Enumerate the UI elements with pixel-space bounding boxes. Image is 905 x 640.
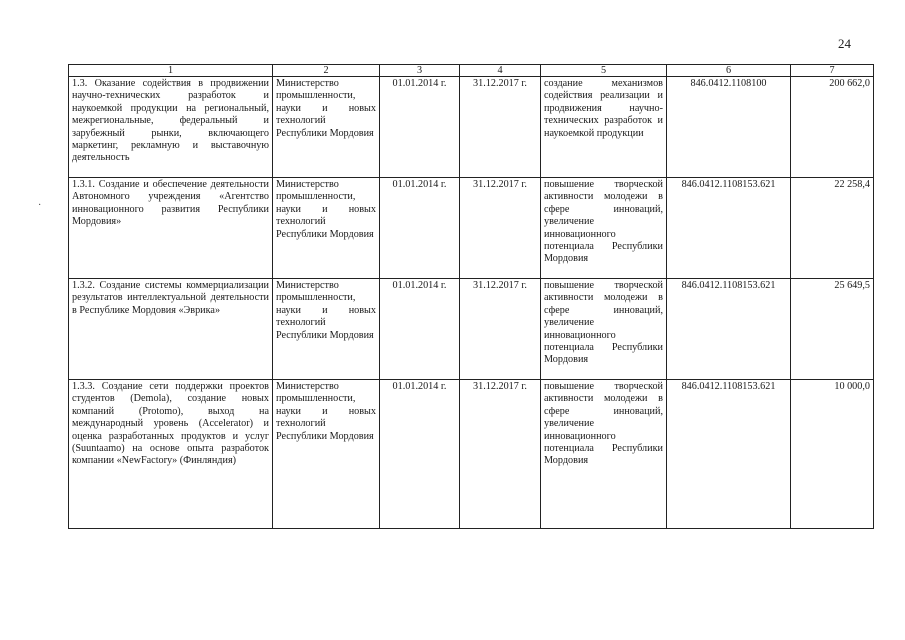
budget-code-cell: 846.0412.1108153.621 [667, 380, 791, 529]
amount-cell: 22 258,4 [791, 178, 874, 279]
measure-cell: 1.3.1. Создание и обеспечение деятельности Автономного учреждения «Агентство инновационного развития Республики Мордовия» [69, 178, 273, 279]
start-date-cell: 01.01.2014 г. [380, 380, 460, 529]
column-header-6: 6 [667, 65, 791, 77]
end-date-cell: 31.12.2017 г. [460, 279, 541, 380]
column-header-3: 3 [380, 65, 460, 77]
amount-cell: 25 649,5 [791, 279, 874, 380]
end-date-cell: 31.12.2017 г. [460, 178, 541, 279]
page-number: 24 [838, 36, 851, 51]
start-date-cell: 01.01.2014 г. [380, 77, 460, 178]
result-cell: повышение творческой активности молодежи в сфере инноваций, увеличение инновационного потенциала Республики Мордовия [541, 178, 667, 279]
column-header-4: 4 [460, 65, 541, 77]
scan-speck: · [38, 200, 42, 211]
measure-cell: 1.3.3. Создание сети поддержки проектов студентов (Demola), создание новых компаний (Protomo), выход на международный уровень (Accelerator) и оценка разработанных продуктов и услуг (Suuntaamo) на основе опыта разработок компании «NewFactory» (Финляндия) [69, 380, 273, 529]
budget-code-cell: 846.0412.1108153.621 [667, 279, 791, 380]
amount-cell: 200 662,0 [791, 77, 874, 178]
result-cell: повышение творческой активности молодежи в сфере инноваций, увеличение инновационного потенциала Республики Мордовия [541, 279, 667, 380]
budget-code-cell: 846.0412.1108100 [667, 77, 791, 178]
start-date-cell: 01.01.2014 г. [380, 279, 460, 380]
header-row [69, 65, 874, 77]
result-cell: повышение творческой активности молодежи в сфере инноваций, увеличение инновационного потенциала Республики Мордовия [541, 380, 667, 529]
executor-cell: Министерство промышленности, науки и новых технологий Республики Мордовия [273, 380, 380, 529]
table-row [69, 279, 874, 380]
measure-cell: 1.3.2. Создание системы коммерциализации результатов интеллектуальной деятельности в Республике Мордовия «Эврика» [69, 279, 273, 380]
table-row [69, 380, 874, 529]
column-header-5: 5 [541, 65, 667, 77]
measure-cell: 1.3. Оказание содействия в продвижении научно-технических разработок и наукоемкой продукции на региональный, межрегиональные, федеральный и зарубежный рынки, включающего маркетинг, рекламную и выставочную деятельность [69, 77, 273, 178]
table-row [69, 178, 874, 279]
end-date-cell: 31.12.2017 г. [460, 380, 541, 529]
budget-code-cell: 846.0412.1108153.621 [667, 178, 791, 279]
column-header-7: 7 [791, 65, 874, 77]
column-header-1: 1 [69, 65, 273, 77]
executor-cell: Министерство промышленности, науки и новых технологий Республики Мордовия [273, 178, 380, 279]
table-row [69, 77, 874, 178]
program-measures-table [68, 64, 874, 529]
column-header-2: 2 [273, 65, 380, 77]
executor-cell: Министерство промышленности, науки и новых технологий Республики Мордовия [273, 77, 380, 178]
end-date-cell: 31.12.2017 г. [460, 77, 541, 178]
result-cell: создание механизмов содействия реализации и продвижения научно-технических разработок и наукоемкой продукции [541, 77, 667, 178]
executor-cell: Министерство промышленности, науки и новых технологий Республики Мордовия [273, 279, 380, 380]
start-date-cell: 01.01.2014 г. [380, 178, 460, 279]
amount-cell: 10 000,0 [791, 380, 874, 529]
